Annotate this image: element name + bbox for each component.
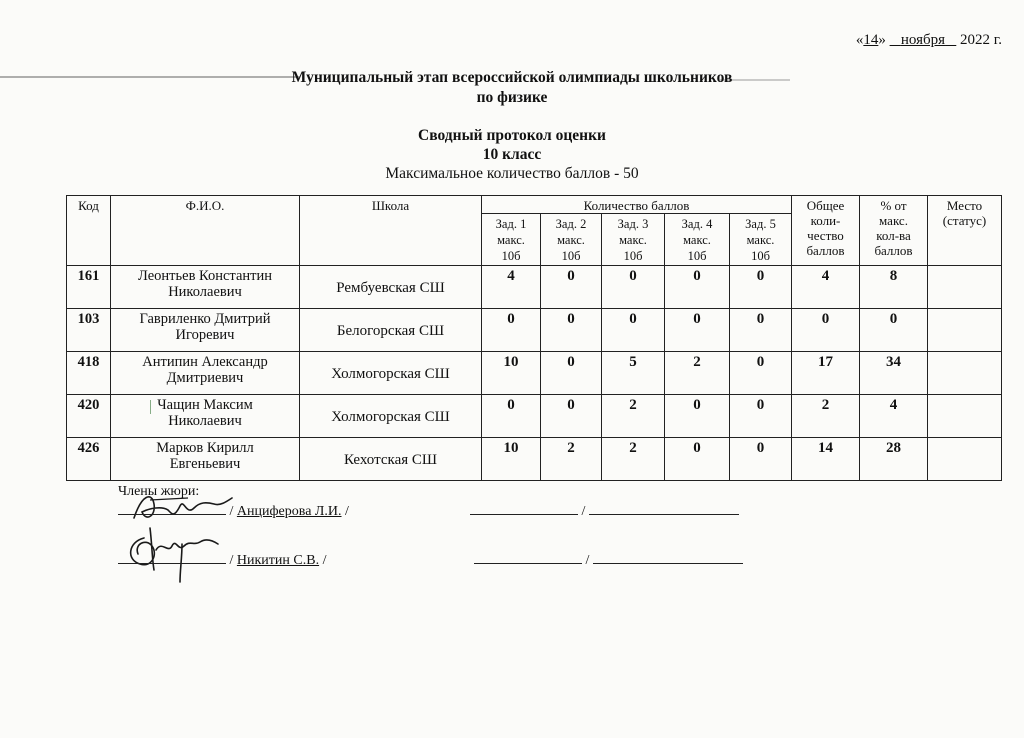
header-task-4: Зад. 4 макс. 10б — [665, 214, 730, 266]
cell-name: Леонтьев Константин Николаевич — [111, 266, 300, 309]
table-row — [67, 395, 1002, 438]
header-task-5: Зад. 5 макс. 10б — [730, 214, 792, 266]
cell-task-2: 0 — [541, 309, 602, 352]
document-date: «14» ноября 2022 г. — [855, 32, 1002, 48]
cell-percent: 34 — [860, 352, 928, 395]
date-day: 14 — [863, 32, 879, 48]
header-school: Школа — [300, 196, 482, 266]
cell-task-2: 0 — [541, 266, 602, 309]
cell-task-5: 0 — [730, 438, 792, 481]
cell-task-3: 2 — [602, 395, 665, 438]
cell-percent: 4 — [860, 395, 928, 438]
cell-name: Марков Кирилл Евгеньевич — [111, 438, 300, 481]
cell-task-3: 0 — [602, 266, 665, 309]
cell-task-3: 5 — [602, 352, 665, 395]
table-row — [67, 266, 1002, 309]
table-row — [67, 309, 1002, 352]
signature-1-blank — [118, 502, 226, 515]
cell-code: 420 — [67, 395, 111, 438]
header-percent: % от макс. кол-ва баллов — [860, 196, 928, 266]
cell-code: 161 — [67, 266, 111, 309]
cell-school: Холмогорская СШ — [300, 352, 482, 395]
cell-code: 418 — [67, 352, 111, 395]
cell-total: 2 — [792, 395, 860, 438]
cell-task-5: 0 — [730, 352, 792, 395]
cell-school: Рембуевская СШ — [300, 266, 482, 309]
header-fio: Ф.И.О. — [111, 196, 300, 266]
date-month: ноября — [900, 32, 946, 48]
cell-task-1: 10 — [482, 438, 541, 481]
header-task-3: Зад. 3 макс. 10б — [602, 214, 665, 266]
date-year: 2022 г. — [960, 32, 1002, 48]
cell-task-5: 0 — [730, 309, 792, 352]
subject-title: по физике — [476, 89, 548, 106]
cell-name: Чащин Максим Николаевич — [111, 395, 300, 438]
header-task-2: Зад. 2 макс. 10б — [541, 214, 602, 266]
grade-title: 10 класс — [482, 146, 542, 163]
cell-task-5: 0 — [730, 395, 792, 438]
protocol-title: Сводный протокол оценки — [418, 127, 606, 144]
header-code: Код — [67, 196, 111, 266]
cell-task-1: 0 — [482, 309, 541, 352]
cell-total: 17 — [792, 352, 860, 395]
pencil-tick-mark — [150, 400, 157, 414]
cell-place — [928, 309, 1002, 352]
cell-name: Антипин Александр Дмитриевич — [111, 352, 300, 395]
jury-extra-line-2: / — [474, 551, 743, 569]
cell-task-4: 0 — [665, 438, 730, 481]
cell-name: Гавриленко Дмитрий Игоревич — [111, 309, 300, 352]
cell-percent: 8 — [860, 266, 928, 309]
cell-task-4: 0 — [665, 395, 730, 438]
cell-task-3: 0 — [602, 309, 665, 352]
cell-task-4: 0 — [665, 309, 730, 352]
jury-member-2-name: Никитин С.В. — [236, 553, 320, 568]
jury-member-2-line: / Никитин С.В. / — [118, 551, 326, 569]
cell-place — [928, 352, 1002, 395]
cell-percent: 0 — [860, 309, 928, 352]
table-row — [67, 352, 1002, 395]
header-points: Количество баллов — [482, 196, 792, 214]
olympiad-title: Муниципальный этап всероссийской олимпиады школьников — [291, 69, 733, 86]
results-table — [66, 195, 1002, 481]
cell-place — [928, 438, 1002, 481]
table-header-row — [67, 196, 1002, 214]
cell-school: Кехотская СШ — [300, 438, 482, 481]
header-place: Место (статус) — [928, 196, 1002, 266]
cell-task-2: 0 — [541, 395, 602, 438]
cell-task-3: 2 — [602, 438, 665, 481]
max-points-note: Максимальное количество баллов - 50 — [385, 165, 639, 182]
cell-task-5: 0 — [730, 266, 792, 309]
cell-total: 14 — [792, 438, 860, 481]
cell-task-4: 0 — [665, 266, 730, 309]
cell-percent: 28 — [860, 438, 928, 481]
cell-place — [928, 395, 1002, 438]
cell-task-1: 4 — [482, 266, 541, 309]
signature-2-blank — [118, 551, 226, 564]
jury-extra-line-1: / — [470, 502, 739, 520]
cell-task-4: 2 — [665, 352, 730, 395]
header-task-1: Зад. 1 макс. 10б — [482, 214, 541, 266]
jury-member-1-line: / Анциферова Л.И. / — [118, 502, 349, 520]
cell-task-2: 2 — [541, 438, 602, 481]
cell-total: 0 — [792, 309, 860, 352]
cell-school: Белогорская СШ — [300, 309, 482, 352]
cell-place — [928, 266, 1002, 309]
jury-member-1-name: Анциферова Л.И. — [236, 504, 342, 519]
cell-school: Холмогорская СШ — [300, 395, 482, 438]
cell-code: 426 — [67, 438, 111, 481]
cell-task-2: 0 — [541, 352, 602, 395]
cell-task-1: 10 — [482, 352, 541, 395]
jury-label: Члены жюри: — [118, 484, 200, 499]
cell-total: 4 — [792, 266, 860, 309]
cell-code: 103 — [67, 309, 111, 352]
table-row — [67, 438, 1002, 481]
cell-task-1: 0 — [482, 395, 541, 438]
header-total: Общее коли- чество баллов — [792, 196, 860, 266]
